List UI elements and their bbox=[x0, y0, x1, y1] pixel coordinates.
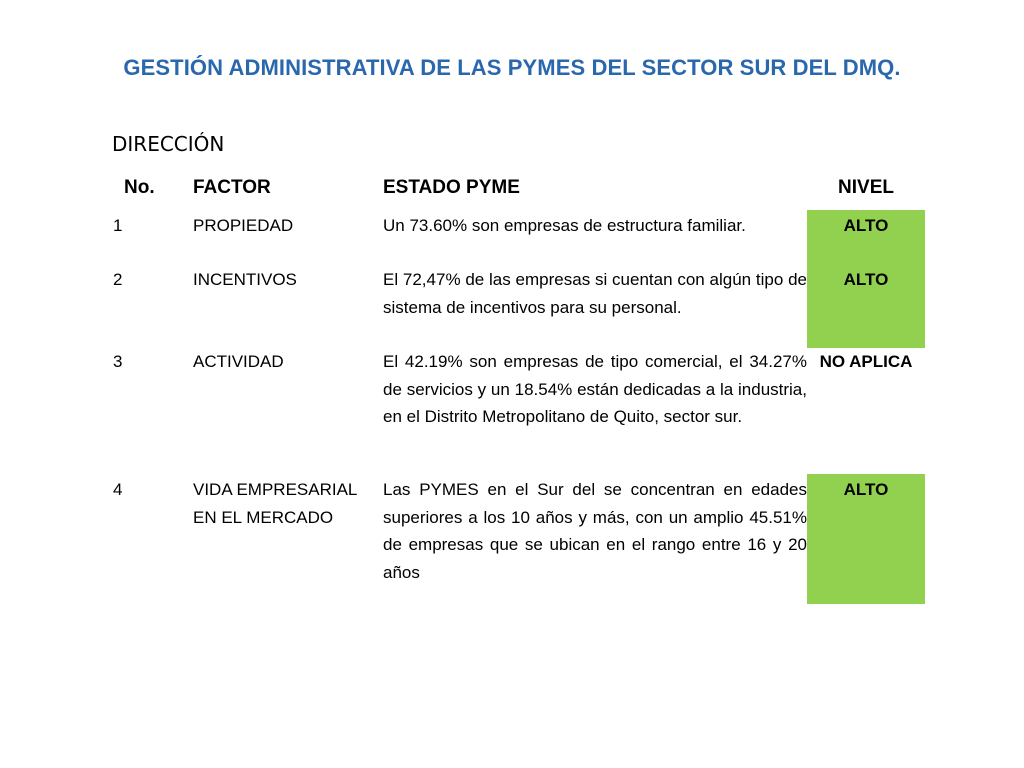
table-row bbox=[113, 210, 925, 266]
cell-nivel: ALTO bbox=[807, 266, 925, 348]
header-factor: FACTOR bbox=[193, 177, 271, 198]
header-nivel: NIVEL bbox=[838, 177, 894, 198]
table-row bbox=[113, 348, 925, 460]
cell-estado: Un 73.60% son empresas de estructura familiar. bbox=[383, 216, 746, 235]
cell-nivel: NO APLICA bbox=[819, 352, 913, 371]
cell-estado: Las PYMES en el Sur del se concentran en edades superiores a los 10 años y más, con un amplio 45.51% de empresas que se ubican en el rango entre 16 y 20 años bbox=[383, 480, 807, 582]
cell-no: 1 bbox=[113, 216, 123, 235]
header-estado-pyme: ESTADO PYME bbox=[383, 177, 520, 198]
table-row bbox=[113, 474, 925, 604]
cell-factor: ACTIVIDAD bbox=[193, 352, 284, 371]
cell-factor: PROPIEDAD bbox=[193, 216, 294, 235]
cell-nivel: ALTO bbox=[807, 210, 925, 266]
section-label: DIRECCIÓN bbox=[112, 132, 225, 156]
cell-factor: INCENTIVOS bbox=[193, 270, 297, 289]
cell-nivel: ALTO bbox=[807, 474, 925, 604]
table-row bbox=[113, 266, 925, 348]
page-title: GESTIÓN ADMINISTRATIVA DE LAS PYMES DEL SECTOR SUR DEL DMQ. bbox=[123, 55, 901, 80]
cell-factor: VIDA EMPRESARIAL EN EL MERCADO bbox=[193, 480, 357, 527]
factors-table bbox=[113, 166, 925, 604]
cell-estado: El 72,47% de las empresas si cuentan con algún tipo de sistema de incentivos para su personal. bbox=[383, 270, 807, 317]
header-no: No. bbox=[124, 177, 155, 198]
row-spacer bbox=[113, 460, 925, 474]
cell-no: 4 bbox=[113, 480, 123, 499]
cell-no: 3 bbox=[113, 352, 123, 371]
cell-no: 2 bbox=[113, 270, 123, 289]
cell-estado: El 42.19% son empresas de tipo comercial, el 34.27% de servicios y un 18.54% están dedicadas a la industria, en el Distrito Metropolitano de Quito, sector sur. bbox=[383, 352, 807, 426]
table-header-row bbox=[113, 166, 925, 210]
